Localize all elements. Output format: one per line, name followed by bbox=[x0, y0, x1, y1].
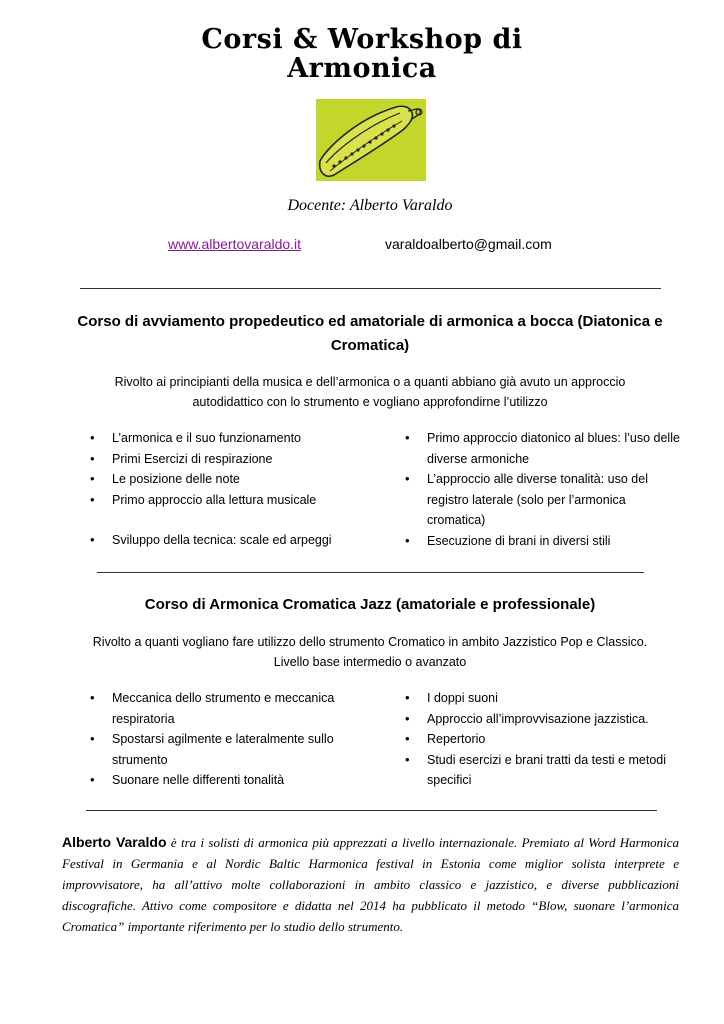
website-link[interactable]: www.albertovaraldo.it bbox=[168, 236, 302, 252]
course-2-description-line-2: Livello base intermedio o avanzato bbox=[273, 655, 467, 669]
bio-name: Alberto Varaldo bbox=[62, 834, 167, 850]
divider bbox=[97, 572, 644, 573]
list-item: • Esecuzione di brani in diversi stili bbox=[405, 531, 680, 552]
course-2-right-list bbox=[405, 688, 680, 791]
list-item: • Primi Esercizi di respirazione bbox=[90, 449, 380, 470]
list-item: • Sviluppo della tecnica: scale ed arpeggi bbox=[90, 530, 380, 551]
course-2-description-line-1: Rivolto a quanti vogliano fare utilizzo dello strumento Cromatico in ambito Jazzistico Pop e Classico. bbox=[92, 635, 648, 649]
course-1-right-list bbox=[405, 428, 680, 551]
course-1-description: Rivolto ai principianti della musica e dell’armonica o a quanti abbiano già avuto un approccio autodidattico con lo strumento e vogliano approfondirne l’utilizzo bbox=[114, 375, 626, 409]
list-item: • I doppi suoni bbox=[405, 688, 680, 709]
harmonica-logo bbox=[316, 99, 426, 181]
bio-text: è tra i solisti di armonica più apprezzati a livello internazionale. Premiato al Word Harmonica Festival in Germania e al Nordic Baltic Harmonica festival in Estonia come miglior solista interprete e improvvisatore, ha all’attivo molte collaborazioni in ambito classico e jazzistico, e diverse pubblicazioni discografiche. Attivo come compositore e didatta nel 2014 ha pubblicato il metodo “Blow, suonare l’armonica Cromatica” importante riferimento per lo studio dello strumento. bbox=[62, 835, 680, 934]
list-item: • Studi esercizi e brani tratti da testi e metodi specifici bbox=[405, 750, 680, 791]
list-item: • L’approccio alle diverse tonalità: uso del registro laterale (solo per l’armonica cromatica) bbox=[405, 469, 680, 531]
course-1-left-list bbox=[90, 428, 380, 551]
list-item: • Repertorio bbox=[405, 729, 680, 750]
divider bbox=[80, 288, 661, 289]
list-item: • Spostarsi agilmente e lateralmente sullo strumento bbox=[90, 729, 370, 770]
list-item: • Meccanica dello strumento e meccanica respiratoria bbox=[90, 688, 370, 729]
teacher-name: Docente: Alberto Varaldo bbox=[287, 197, 453, 214]
email-address: varaldoalberto@gmail.com bbox=[385, 236, 552, 252]
list-item: • Primo approccio diatonico al blues: l’uso delle diverse armoniche bbox=[405, 428, 680, 469]
divider bbox=[86, 810, 657, 811]
course-1-title: Corso di avviamento propedeutico ed amatoriale di armonica a bocca (Diatonica e Cromatica) bbox=[77, 313, 663, 354]
course-2-left-list bbox=[90, 688, 370, 791]
list-item: • Le posizione delle note bbox=[90, 469, 380, 490]
list-item: • Primo approccio alla lettura musicale bbox=[90, 490, 380, 511]
course-2-title: Corso di Armonica Cromatica Jazz (amatoriale e professionale) bbox=[144, 596, 596, 613]
list-item: • Approccio all’improvvisazione jazzistica. bbox=[405, 709, 680, 730]
page-title-line-2: Armonica bbox=[287, 53, 437, 84]
harmonica-icon bbox=[316, 99, 426, 181]
list-item: • Suonare nelle differenti tonalità bbox=[90, 770, 370, 791]
page-title-line-1: Corsi & Workshop di bbox=[201, 24, 523, 55]
list-item: • L’armonica e il suo funzionamento bbox=[90, 428, 380, 449]
bio-paragraph bbox=[62, 832, 679, 937]
